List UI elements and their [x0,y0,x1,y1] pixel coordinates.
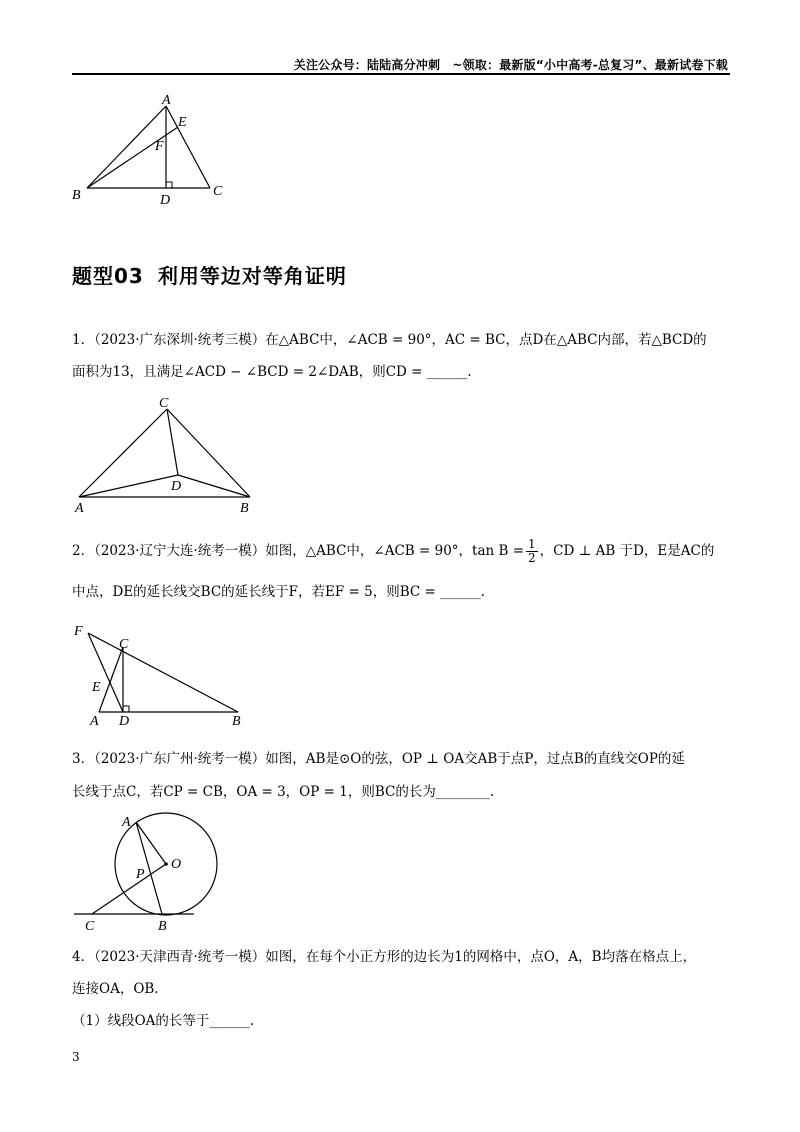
label-B: B [72,188,81,203]
question-2-line2: 中点，DE的延长线交BC的延长线于F，若EF = 5，则BC = ______. [72,584,485,600]
label-C: C [85,919,95,934]
question-3-line2: 长线于点C，若CP = CB，OA = 3，OP = 1，则BC的长为________. [72,784,495,800]
question-3-figure [70,812,230,938]
question-3-line1: 3．（2023·广东广州·统考一模）如图，AB是⊙O的弦，OP ⊥ OA交AB于点P，过点B的直线交OP的延 [72,751,685,767]
question-2-text-a: 2．（2023·辽宁大连·统考一模）如图，△ABC中，∠ACB = 90°， [72,543,473,559]
question-1-figure [70,394,270,520]
label-P: P [136,867,145,882]
label-F: F [155,139,164,154]
frac-numerator: 1 [528,537,536,551]
page-number: 3 [72,1050,80,1064]
header-divider [72,73,730,75]
question-2-figure [70,617,260,729]
label-F: F [74,624,83,639]
label-A: A [75,501,84,516]
label-C: C [159,396,169,411]
question-2-line1 [72,534,732,568]
label-A: A [90,714,99,729]
label-E: E [178,115,187,130]
question-2-text-b: ，CD ⊥ AB 于D，E是AC的 [539,543,715,559]
label-B: B [240,501,249,516]
label-A: A [162,93,171,108]
section-title [72,260,347,289]
page-header: 关注公众号：陆陆高分冲刺 ~领取：最新版“小中高考-总复习”、最新试卷下载 [293,58,728,72]
fraction-one-half [526,538,538,565]
label-B: B [232,714,241,729]
question-4-line2: 连接OA，OB. [72,981,159,997]
question-1-line2: 面积为13，且满足∠ACD − ∠BCD = 2∠DAB，则CD = ______. [72,364,472,380]
section-code: 题型03 [72,264,144,288]
label-D: D [160,193,171,208]
question-4-line3: （1）线段OA的长等于______. [72,1013,255,1029]
label-D: D [119,714,130,729]
section-text: 利用等边对等角证明 [157,264,347,288]
label-O: O [171,857,182,872]
label-C: C [213,184,223,199]
triangle-figure-top [70,92,240,210]
label-B: B [158,919,167,934]
frac-denominator: 2 [528,551,536,565]
label-C: C [119,637,129,652]
label-E: E [92,680,101,695]
label-D: D [171,479,182,494]
label-A: A [122,815,131,830]
question-1-line1: 1．（2023·广东深圳·统考三模）在△ABC中，∠ACB = 90°，AC = BC，点D在△ABC内部，若△BCD的 [72,332,707,348]
question-4-line1: 4．（2023·天津西青·统考一模）如图，在每个小正方形的边长为1的网格中，点O，A，B均落在格点上， [72,949,697,965]
tan-expression: tan B = [472,543,525,559]
